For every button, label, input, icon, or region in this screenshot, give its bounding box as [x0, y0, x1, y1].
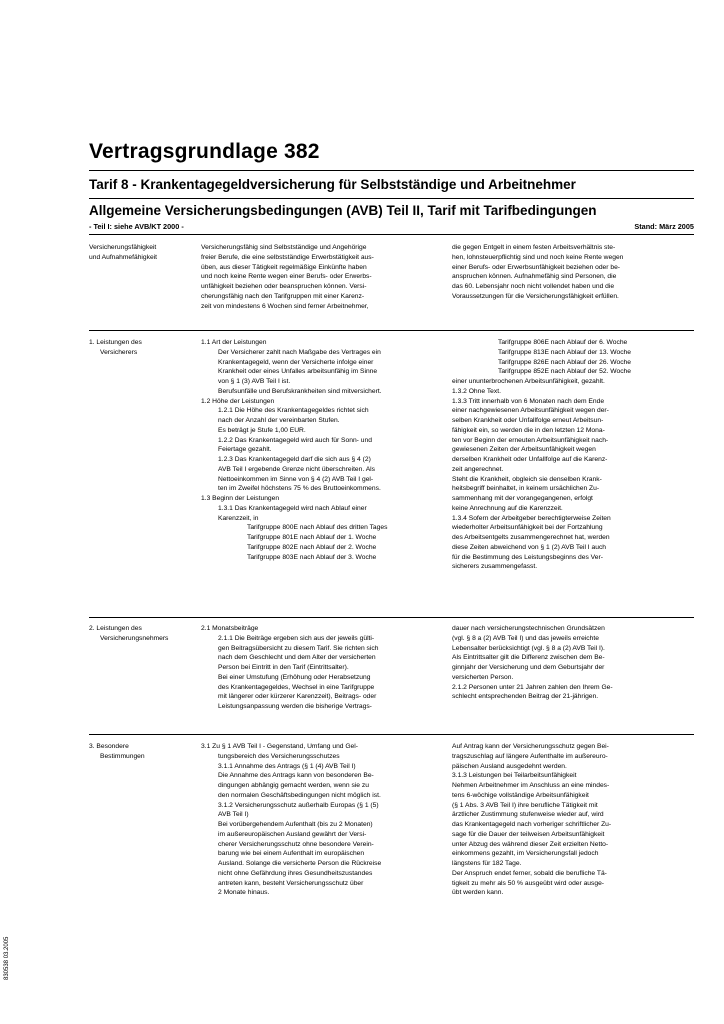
section-0-col2: Versicherungsfähig sind Selbstständige und Angehörige freier Berufe, die eine selbstständige Erwerbstätigkeit aus- üben, aus dieser Tätigkeit regelmäßige Einkünfte haben und noch keine Rente wegen einer Berufs- oder Erwerbs- unfähigkeit beziehen oder beanspruchen können. Versi- cherungsfähig nach den Tarifgruppen mit einer Karenz- zeit von mindestens 6 Wochen sind ferner Arbeitnehmer, [201, 244, 374, 310]
section-2-col2: 2.1 Monatsbeiträge 2.1.1 Die Beiträge ergeben sich aus der jeweils gülti- gen Beitragsübersicht zu diesem Tarif. Sie richten sich nach dem Geschlecht und dem Alter der versicherten Person bei Eintritt in den Tarif (Eintrittsalter). Bei einer Umstufung (Erhöhung oder Herabsetzung des Krankentagegeldes, Wechsel in eine Tarifgruppe mit längerer oder kürzerer Karenzzeit), Beitrags- oder Leistungsanpassung werden die bisherige Vertrags- [201, 625, 379, 710]
section-0-label: Versicherungsfähigkeit und Aufnahmefähigkeit [89, 244, 158, 261]
section-1-col2: 1.1 Art der Leistungen Der Versicherer zahlt nach Maßgabe des Vertrages ein Krankentagegeld, wenn der Versicherte infolge einer Krankheit oder eines Unfalles arbeitsunfähig im Sinne von § 1 (3) AVB Teil I ist. Berufsunfälle und Berufskrankheiten sind mitversichert. 1.2 Höhe der Leistungen 1.2.1 Die Höhe des Krankentagegeldes richtet sich nach der Anzahl der vereinbarten Stufen. Es beträgt je Stufe 1,00 EUR. 1.2.2 Das Krankentagegeld wird auch für Sonn- und Feiertage gezahlt. 1.2.3 Das Krankentagegeld darf die sich aus § 4 (2) AVB Teil I ergebende Grenze nicht überschreiten. Als Nettoeinkommen im Sinne von § 4 (2) AVB Teil I gel- ten im Zweifel höchstens 75 % des Bruttoeinkommens. 1.3 Beginn der Leistungen 1.3.1 Das Krankentagegeld wird nach Ablauf einer Karenzzeit, in Tarifgruppe 800E nach Ablauf des dritten Tages Tarifgruppe 801E nach Ablauf der 1. Woche Tarifgruppe 802E nach Ablauf der 2. Woche Tarifgruppe 803E nach Ablauf der 3. Woche [201, 339, 388, 561]
section-2-rule [89, 617, 694, 618]
section-1-label: 1. Leistungen des Versicherers [89, 339, 142, 356]
section-3-col2: 3.1 Zu § 1 AVB Teil I - Gegenstand, Umfang und Gel- tungsbereich des Versicherungsschutzes 3.1.1 Annahme des Antrags (§ 1 (4) AVB Teil I) Die Annahme des Antrags kann von besonderen Be- dingungen abhängig gemacht werden, wenn sie zu den normalen Geschäftsbedingungen nicht möglich ist. 3.1.2 Versicherungsschutz außerhalb Europas (§ 1 (5) AVB Teil I) Bei vorübergehendem Aufenthalt (bis zu 2 Monaten) im außereuropäischen Ausland gewährt der Versi- cherer Versicherungsschutz ohne besondere Verein- barung wie bei einem Aufenthalt im europäischen Ausland. Solange die versicherte Person die Rückreise nicht ohne Gefährdung ihres Gesundheitszustandes antreten kann, besteht Versicherungsschutz über 2 Monate hinaus. [201, 743, 382, 897]
section-3-col3: Auf Antrag kann der Versicherungsschutz gegen Bei- tragszuschlag auf längere Aufenthalte im außereuro- päischen Ausland ausgedehnt werden. 3.1.3 Leistungen bei Teilarbeitsunfähigkeit Nehmen Arbeitnehmer im Anschluss an eine mindes- tens 6-wöchige vollständige Arbeitsunfähigkeit (§ 1 Abs. 3 AVB Teil I) ihre berufliche Tätigkeit mit ärztlicher Zustimmung stufenweise wieder auf, wird das Krankentagegeld nach vorheriger schriftlicher Zu- sage für die Dauer der teilweisen Arbeitsunfähigkeit unter Abzug des während dieser Zeit erzielten Netto- einkommens gezahlt, im Versicherungsfall jedoch längstens für 182 Tage. Der Anspruch endet ferner, sobald die berufliche Tä- tigkeit zu mehr als 50 % ausgeübt wird oder ausge- übt werden kann. [452, 743, 612, 897]
avb-title: Allgemeine Versicherungsbedingungen (AVB) Teil II, Tarif mit Tarifbedingungen [89, 203, 597, 218]
section-0-col3: die gegen Entgelt in einem festen Arbeitsverhältnis ste- hen, lohnsteuerpflichtig sind und noch keine Rente wegen einer Berufs- oder Erwerbsunfähigkeit beziehen oder be- anspruchen können. Aufnahmefähig sind Personen, die das 60. Lebensjahr noch nicht vollendet haben und die Voraussetzungen für die Versicherungsfähigkeit erfüllen. [452, 244, 624, 300]
section-2-label: 2. Leistungen des Versicherungsnehmers [89, 625, 169, 642]
avb-rule [89, 198, 694, 199]
tarif-title: Tarif 8 - Krankentagegeldversicherung für Selbstständige und Arbeitnehmer [89, 177, 576, 192]
section-1-rule [89, 330, 694, 331]
header-rule [89, 234, 694, 235]
title-rule [89, 170, 694, 171]
subline: - Teil I: siehe AVB/KT 2000 - [89, 222, 184, 231]
section-3-rule [89, 734, 694, 735]
page-title: Vertragsgrundlage 382 [89, 140, 320, 163]
footer-code: 830538 03.2005 [4, 936, 10, 980]
section-3-label: 3. Besondere Bestimmungen [89, 743, 145, 760]
stand-date: Stand: März 2005 [634, 222, 694, 231]
section-2-col3: dauer nach versicherungstechnischen Grundsätzen (vgl. § 8 a (2) AVB Teil I) und das jeweils erreichte Lebensalter berücksichtigt (vgl. § 8 a (2) AVB Teil I). Als Eintrittsalter gilt die Differenz zwischen dem Be- ginnjahr der Versicherung und dem Geburtsjahr der versicherten Person. 2.1.2 Personen unter 21 Jahren zahlen den Ihrem Ge- schlecht entsprechenden Beitrag der 21-jährigen. [452, 625, 613, 701]
section-1-col3: Tarifgruppe 806E nach Ablauf der 6. Woche Tarifgruppe 813E nach Ablauf der 13. Woche Tarifgruppe 826E nach Ablauf der 26. Woche Tarifgruppe 852E nach Ablauf der 52. Woche einer ununterbrochenen Arbeitsunfähigkeit, gezahlt. 1.3.2 Ohne Text. 1.3.3 Tritt innerhalb von 6 Monaten nach dem Ende einer nachgewiesenen Arbeitsunfähigkeit wegen der- selben Krankheit oder Unfallfolge erneut Arbeitsun- fähigkeit ein, so werden die in den letzten 12 Mona- ten vor Beginn der erneuten Arbeitsunfähigkeit nach- gewiesenen Zeiten der Arbeitsunfähigkeit wegen derselben Krankheit oder Unfallfolge auf die Karenz- zeit angerechnet. Steht die Krankheit, obgleich sie denselben Krank- heitsbegriff beinhaltet, in keinem ursächlichen Zu- sammenhang mit der vorangegangenen, erfolgt keine Anrechnung auf die Karenzzeit. 1.3.4 Sofern der Arbeitgeber berechtigterweise Zeiten wiederholter Arbeitsunfähigkeit bei der Fortzahlung des Arbeitsentgelts zusammengerechnet hat, werden diese Zeiten abweichend von § 1 (2) AVB Teil I auch für die Bestimmung des Leistungsbeginns des Ver- sicherers zusammengefasst. [452, 339, 631, 571]
